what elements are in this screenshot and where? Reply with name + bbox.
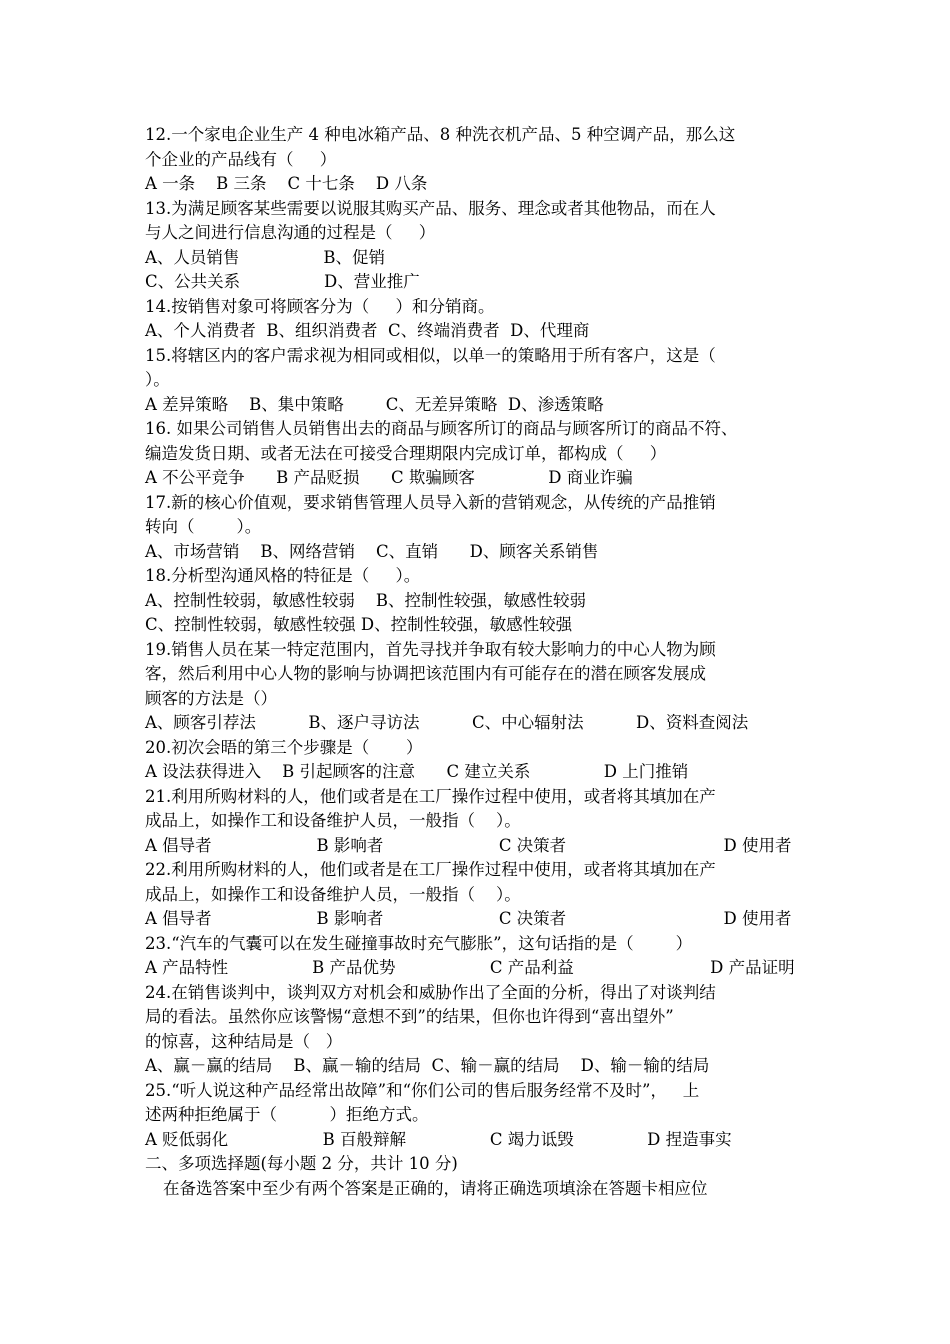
text-line: A、人员销售 B、促销 [145, 247, 385, 267]
text-line: 客，然后利用中心人物的影响与协调把该范围内有可能存在的潜在顾客发展成 [145, 664, 706, 683]
section-heading: 二、多项选择题(每小题 2 分，共计 10 分) [145, 1154, 458, 1173]
text-line: 24.在销售谈判中，谈判双方对机会和威胁作出了全面的分析，得出了对谈判结 [145, 982, 716, 1002]
text-line: A、顾客引荐法 B、逐户寻访法 C、中心辐射法 D、资料查阅法 [145, 713, 749, 732]
text-line: A 产品特性 B 产品优势 C 产品利益 D 产品证明 [145, 958, 795, 977]
text-line: 17.新的核心价值观，要求销售管理人员导入新的营销观念，从传统的产品推销 [145, 492, 716, 512]
text-line: 述两种拒绝属于（ ）拒绝方式。 [145, 1105, 429, 1124]
text-line: 个企业的产品线有（ ） [145, 149, 337, 169]
text-line: 转向（ ）。 [145, 517, 262, 536]
text-line: A 贬低弱化 B 百般辩解 C 竭力诋毁 D 捏造事实 [145, 1129, 732, 1149]
text-line: 与人之间进行信息沟通的过程是（ ） [145, 223, 436, 242]
document-page [145, 123, 815, 1201]
text-line: A、赢－赢的结局 B、赢－输的结局 C、输－赢的结局 D、输－输的结局 [145, 1056, 710, 1075]
text-line: 在备选答案中至少有两个答案是正确的，请将正确选项填涂在答题卡相应位 [163, 1178, 708, 1198]
text-line: 18.分析型沟通风格的特征是（ ）。 [145, 566, 421, 585]
text-line: A、控制性较弱，敏感性较弱 B、控制性较强，敏感性较弱 [145, 590, 587, 610]
text-line: 15.将辖区内的客户需求视为相同或相似，以单一的策略用于所有客户，这是（ [145, 345, 716, 365]
text-line: 16. 如果公司销售人员销售出去的商品与顾客所订的商品与顾客所订的商品不符、 [145, 419, 738, 438]
text-line: 19.销售人员在某一特定范围内，首先寻找并争取有较大影响力的中心人物为顾 [145, 639, 716, 659]
text-line: 20.初次会晤的第三个步骤是（ ） [145, 737, 423, 757]
text-line: 成品上，如操作工和设备维护人员，一般指（ ）。 [145, 884, 521, 904]
text-line: 21.利用所购材料的人，他们或者是在工厂操作过程中使用，或者将其填加在产 [145, 786, 716, 806]
text-line: A、市场营销 B、网络营销 C、直销 D、顾客关系销售 [145, 541, 599, 561]
text-line: ）。 [145, 370, 170, 389]
text-line: A 不公平竞争 B 产品贬损 C 欺骗顾客 D 商业诈骗 [145, 468, 633, 487]
text-line: 12.一个家电企业生产 4 种电冰箱产品、8 种洗衣机产品、5 种空调产品，那么这 [145, 125, 736, 144]
text-line: C、控制性较弱，敏感性较强 D、控制性较强，敏感性较强 [145, 615, 573, 634]
text-line: 13.为满足顾客某些需要以说服其购买产品、服务、理念或者其他物品，而在人 [145, 198, 716, 218]
text-line: A 一条 B 三条 C 十七条 D 八条 [145, 174, 428, 193]
text-line: A 倡导者 B 影响者 C 决策者 D 使用者 [145, 835, 792, 855]
text-line: 成品上，如操作工和设备维护人员，一般指（ ）。 [145, 811, 521, 830]
text-line: 编造发货日期、或者无法在可接受合理期限内完成订单，都构成（ ） [145, 443, 667, 463]
text-line: 22.利用所购材料的人，他们或者是在工厂操作过程中使用，或者将其填加在产 [145, 860, 716, 879]
text-line: 25.“听人说这种产品经常出故障”和“你们公司的售后服务经常不及时”， 上 [145, 1080, 700, 1100]
text-line: A 倡导者 B 影响者 C 决策者 D 使用者 [145, 909, 792, 928]
text-line: 局的看法。虽然你应该警惕“意想不到”的结果，但你也许得到“喜出望外” [145, 1007, 674, 1026]
text-line: 14.按销售对象可将顾客分为（ ）和分销商。 [145, 296, 495, 316]
text-line: A 设法获得进入 B 引起顾客的注意 C 建立关系 D 上门推销 [145, 762, 689, 781]
text-line: 顾客的方法是（） [145, 688, 277, 708]
text-line: 23.“汽车的气囊可以在发生碰撞事故时充气膨胀”，这句话指的是（ ） [145, 933, 693, 953]
text-line: A、个人消费者 B、组织消费者 C、终端消费者 D、代理商 [145, 321, 590, 340]
text-line: 的惊喜，这种结局是（ ） [145, 1031, 343, 1051]
text-line: A 差异策略 B、集中策略 C、无差异策略 D、渗透策略 [145, 394, 604, 414]
text-line: C、公共关系 D、营业推广 [145, 272, 420, 291]
